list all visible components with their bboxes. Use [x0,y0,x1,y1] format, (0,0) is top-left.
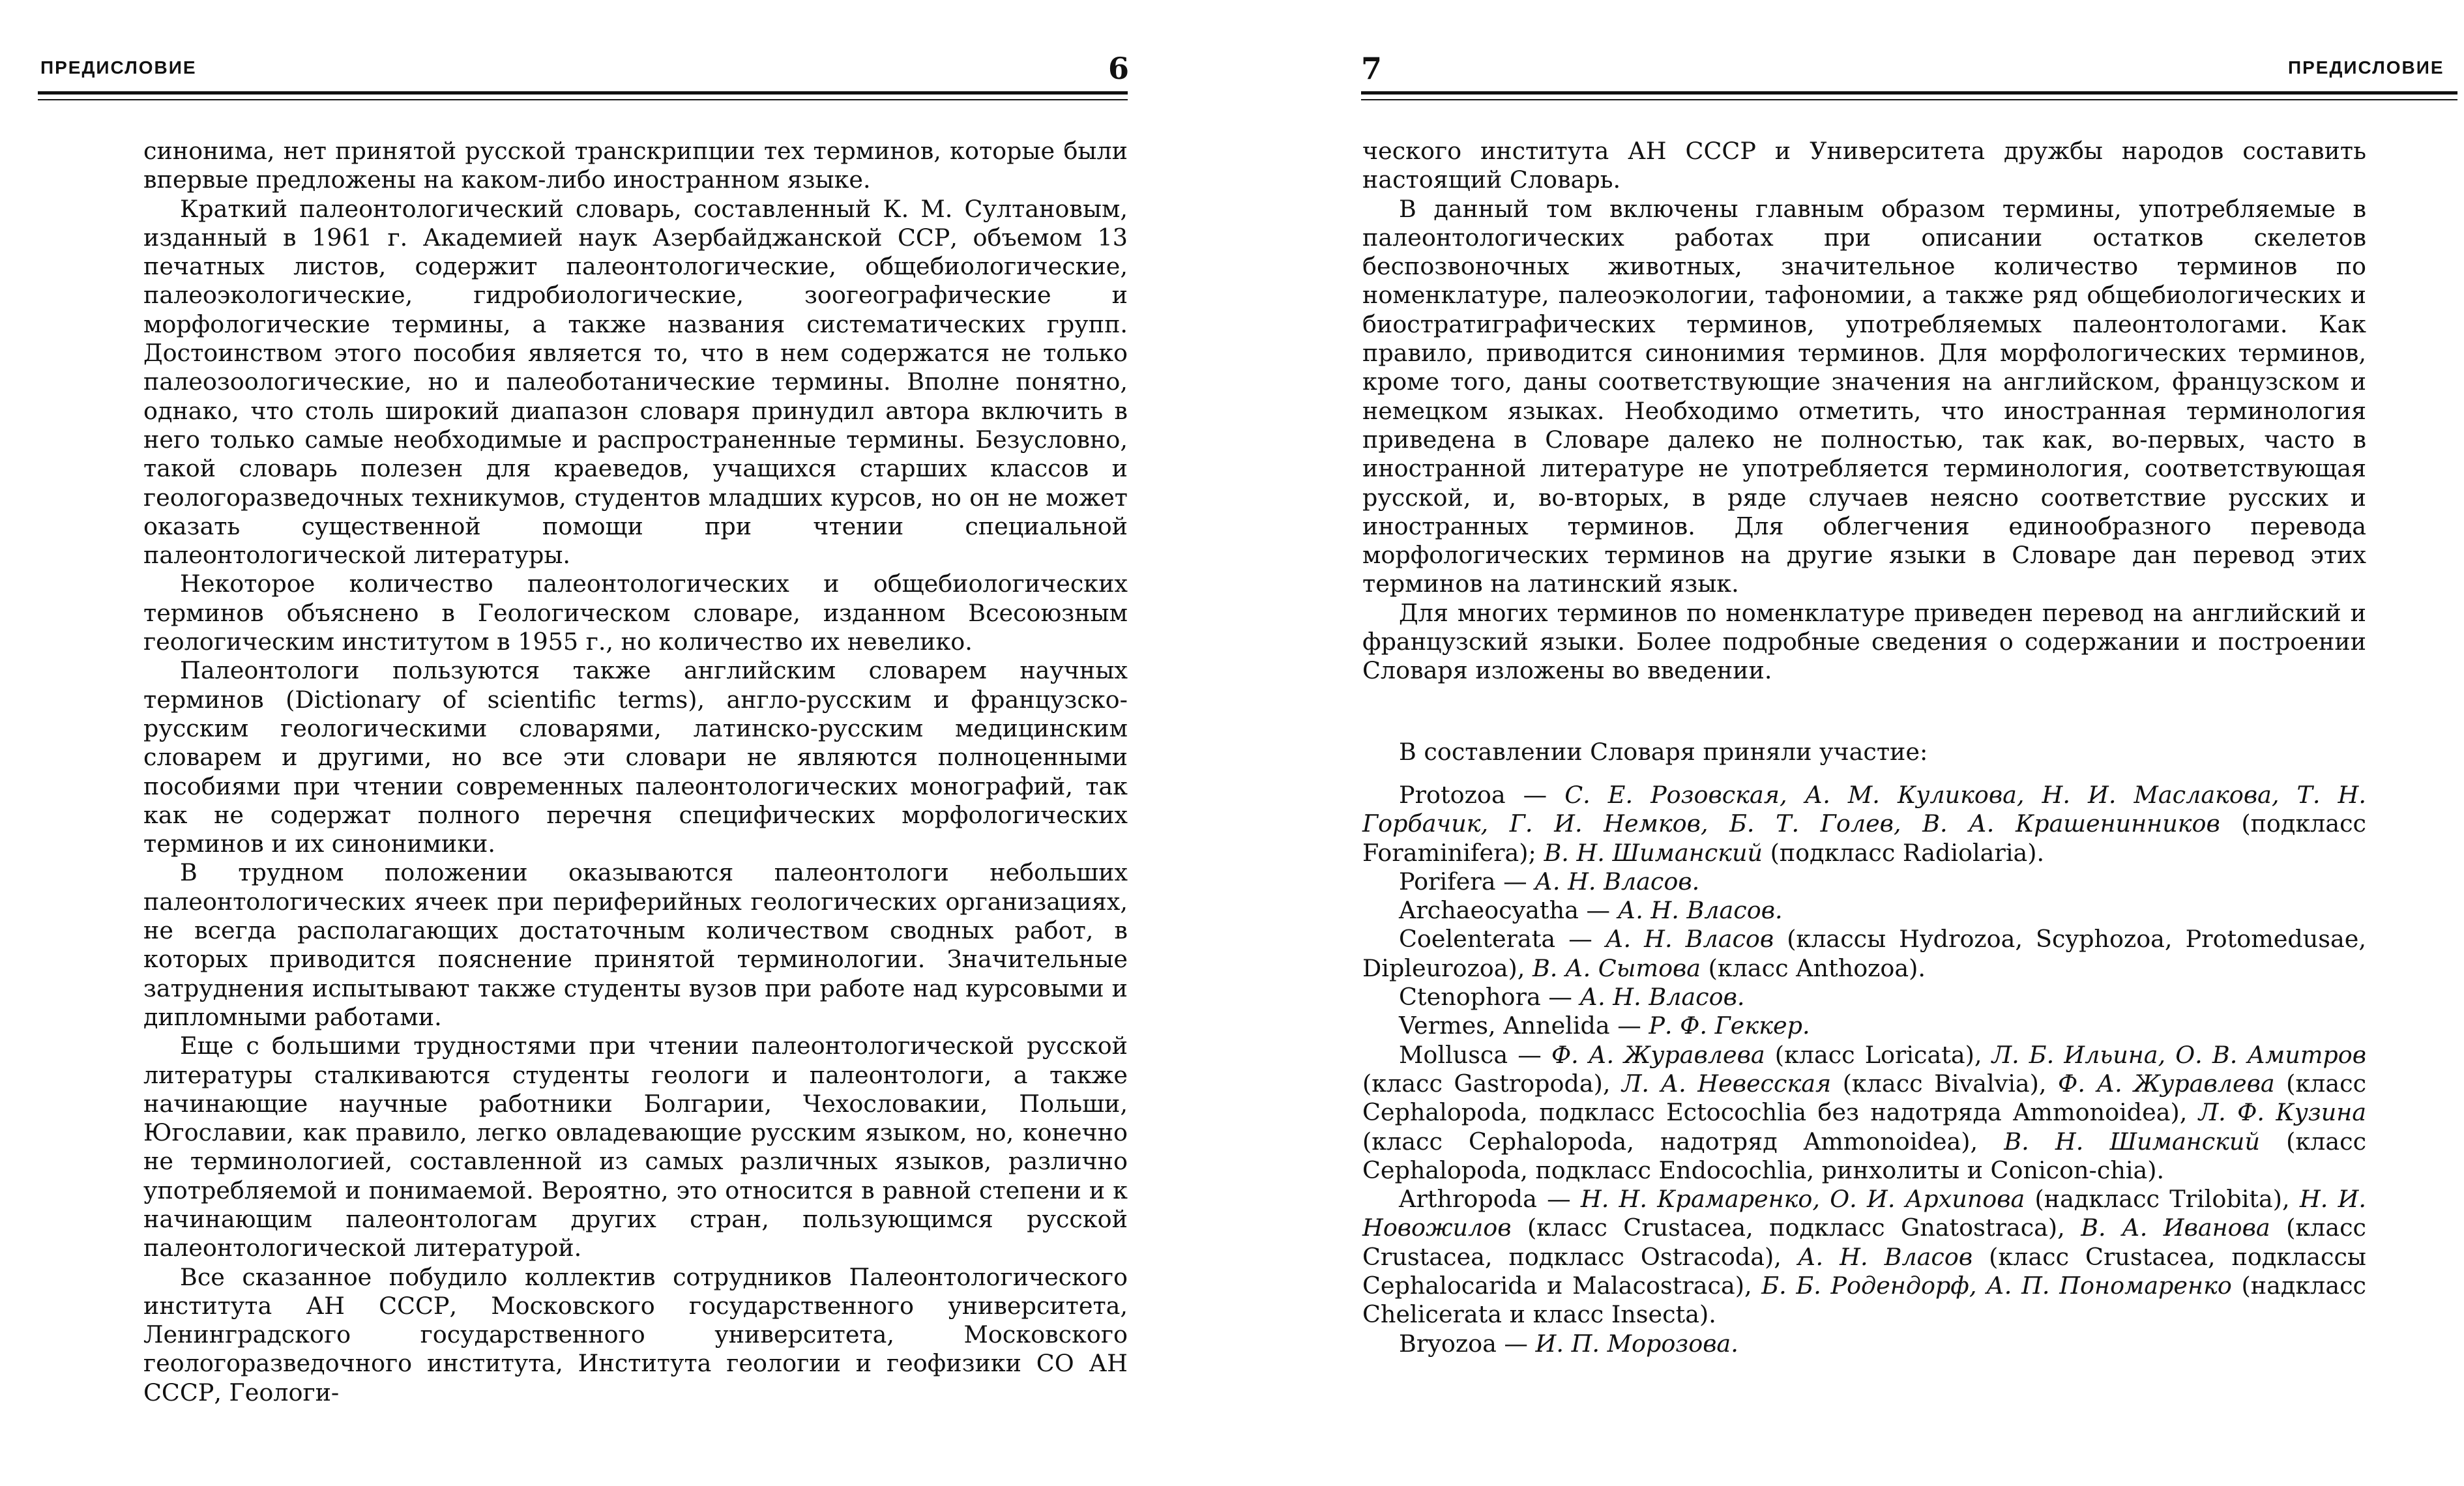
group-note: (класс Bivalvia), [1842,1069,2047,1098]
page-number: 7 [1361,51,1383,86]
group-note: (класс Crustacea, подкласс Ostracoda), [1362,1214,2366,1271]
page-number: 6 [1108,51,1130,86]
contributor-entry-ctenophora [1362,983,2366,1012]
author-names: В. А. Иванова [2081,1214,2270,1242]
taxon: Vermes, Annelida — [1399,1012,1641,1040]
group-note: (надкласс Chelicerata и класс Insecta). [1362,1271,2366,1329]
group-note: (классы Hydrozoa, Scyphozoa, Protomedusae, Dipleurozoa), [1362,925,2366,982]
author-names: А. Н. Власов [1797,1242,1973,1271]
contributor-entry-arthropoda [1362,1185,2366,1329]
group-note: (подкласс Radiolaria). [1770,838,2045,867]
author-names: Н. И. Новожилов [1362,1185,2367,1242]
body-text [143,137,1128,1407]
header-rule-thin [38,99,1128,100]
contributors-heading: В составлении Словаря приняли участие: [1399,737,1928,766]
group-note: (класс Cephalopoda, подкласс Endocochlia, ринхолиты и Conicon-chia). [1362,1127,2367,1184]
author-names: Б. Б. Родендорф, А. П. Пономаренко [1761,1271,2232,1300]
contributor-entry-mollusca [1362,1041,2366,1185]
paragraph: В трудном положении оказываются палеонтологи небольших палеонтологических ячеек при периферийных геологических организациях, не всегда располагающих достаточным количеством сводных работ, в которых приводится пояснение принятой терминологии. Значительные затруднения испытывают также студенты вузов при работе над курсовыми и дипломными работами. [143,858,1128,1031]
header-rule-thin [1361,99,2457,100]
group-note: (надкласс Trilobita), [2034,1185,2290,1214]
contributor-entry-porifera [1362,867,2366,896]
paragraph: В данный том включены главным образом термины, употребляемые в палеонтологических работах при описании остатков скелетов беспозвоночных животных, значительное количество терминов по номенклатуре, палеоэкологии, тафономии, а также ряд общебиологических и биостратиграфических терминов, употребляемых палеонтологами. Как правило, приводится синонимия терминов. Для морфологических терминов, кроме того, даны соответствующие значения на английском, французском и немецком языках. Необходимо отметить, что иностранная терминология приведена в Словаре далеко не полностью, так как, во-первых, часто в иностранной литературе не употребляется терминология, соответствующая русской, и, во-вторых, в ряде случаев неясно соответствие русских и иностранных терминов. Для облегчения единообразного перевода морфологических терминов на другие языки в Словаре дан перевод этих терминов на латинский язык. [1362,194,2366,598]
spacer [1362,686,2366,738]
group-note: (класс Cephalopoda, надотряд Ammonoidea), [1362,1127,1978,1156]
paragraph: ческого института АН СССР и Университета дружбы народов составить настоящий Словарь. [1362,137,2366,194]
author-names: А. Н. Власов [1605,925,1774,954]
header-rule-thick [38,91,1128,95]
paragraph: Еще с большими трудностями при чтении палеонтологической русской литературы сталкиваются студенты геологи и палеонтологи, а также начинающие научные работники Болгарии, Чехословакии, Польши, Югославии, как правило, легко овладевающие русским языком, но, конечно не терминологией, составленной из самых различных языков, различно употребляемой и понимаемой. Вероятно, это относится в равной степени и к начинающим палеонтологам других стран, пользующимся русской палеонтологической литературой. [143,1032,1128,1262]
contributor-entry-coelenterata [1362,925,2366,983]
author-names: Ф. А. Журавлева [1551,1040,1765,1069]
paragraph: Все сказанное побудило коллектив сотрудников Палеонтологического института АН СССР, Московского государственного университета, Ленинградского государственного университета, Московского геологоразведочного института, Института геологии и геофизики СО АН СССР, Геологи- [143,1262,1128,1406]
author-names: Р. Ф. Геккер. [1649,1012,1810,1040]
group-note: (класс Loricata), [1774,1040,1982,1069]
group-note: (класс Crustacea, подкласс Gnatostraca), [1527,1214,2065,1242]
body-text [1362,137,2366,1358]
author-names: Л. Б. Ильина, О. В. Амитров [1991,1040,2367,1069]
taxon: Coelenterata — [1399,925,1592,954]
contributor-entry-protozoa [1362,781,2366,867]
author-names: В. Н. Шиманский [1544,838,1763,867]
contributor-entry-bryozoa [1362,1330,2366,1358]
taxon: Bryozoa — [1399,1329,1528,1358]
author-names: Л. Ф. Кузина [2198,1098,2367,1127]
running-head: ПРЕДИСЛОВИЕ [40,57,197,78]
paragraph: Краткий палеонтологический словарь, составленный К. М. Султановым, изданный в 1961 г. Академией наук Азербайджанской ССР, объемом 13 печатных листов, содержит палеонтологические, общебиологические, палеоэкологические, гидробиологические, зоогеографические и морфологические термины, а также названия систематических групп. Достоинством этого пособия является то, что в нем содержатся не только палеозоологические, но и палеоботанические термины. Вполне понятно, однако, что столь широкий диапазон словаря принудил автора включить в него только самые необходимые и распространенные термины. Безусловно, такой словарь полезен для краеведов, учащихся старших классов и геологоразведочных техникумов, студентов младших курсов, но он не может оказать существенной помощи при чтении специальной палеонтологической литературы. [143,194,1128,570]
paragraph: Палеонтологи пользуются также английским словарем научных терминов (Dictionary of scientific terms), англо-русским и французско-русским геологическими словарями, латинско-русским медицинским словарем и другими, но все эти словари не являются полноценными пособиями при чтении современных палеонтологических монографий, так как не содержат полного перечня специфических морфологических терминов и их синонимики. [143,656,1128,858]
taxon: Mollusca — [1399,1040,1542,1069]
author-names: С. Е. Розовская, А. М. Куликова, Н. И. Маслакова, Т. Н. Горбачик, Г. И. Немков, Б. Т. Голев, В. А. Крашенинников [1362,780,2366,838]
contributor-entry-vermes [1362,1012,2366,1040]
group-note: (класс Cephalopoda, подкласс Ectocochlia без надотряда Ammonoidea), [1362,1069,2367,1127]
group-note: (подкласс Foraminifera); [1362,809,2366,867]
contributor-entry-archaeocyatha [1362,896,2366,925]
author-names: Ф. А. Журавлева [2058,1069,2275,1098]
paragraph: Некоторое количество палеонтологических и общебиологических терминов объяснено в Геологическом словаре, изданном Всесоюзным геологическим институтом в 1955 г., но количество их невелико. [143,570,1128,656]
author-names: В. А. Сытова [1532,954,1701,982]
author-names: И. П. Морозова. [1535,1329,1738,1358]
page-7 [1330,0,2464,1486]
spacer [1362,766,2366,781]
paragraph: синонима, нет принятой русской транскрипции тех терминов, которые были впервые предложены на каком-либо иностранном языке. [143,137,1128,194]
paragraph: Для многих терминов по номенклатуре приведен перевод на английский и французский языки. Более подробные сведения о содержании и построении Словаря изложены во введении. [1362,598,2366,685]
author-names: В. Н. Шиманский [2004,1127,2260,1156]
author-names: Н. Н. Крамаренко, О. И. Архипова [1580,1185,2025,1214]
running-head: ПРЕДИСЛОВИЕ [2288,57,2444,78]
taxon: Arthropoda — [1399,1185,1571,1214]
group-note: (класс Gastropoda), [1362,1069,1611,1098]
taxon: Ctenophora — [1399,983,1572,1012]
author-names: А. Н. Власов. [1617,896,1783,925]
group-note: (класс Crustacea, подклассы Cephalocarida и Malacostraca), [1362,1242,2366,1300]
header-rule-thick [1361,91,2457,95]
taxon: Protozoa — [1399,780,1547,809]
taxon: Porifera — [1399,867,1527,896]
author-names: А. Н. Власов. [1579,983,1745,1012]
group-note: (класс Anthozoa). [1708,954,1926,982]
author-names: Л. А. Невесская [1621,1069,1832,1098]
taxon: Archaeocyatha — [1399,896,1610,925]
author-names: А. Н. Власов. [1534,867,1700,896]
